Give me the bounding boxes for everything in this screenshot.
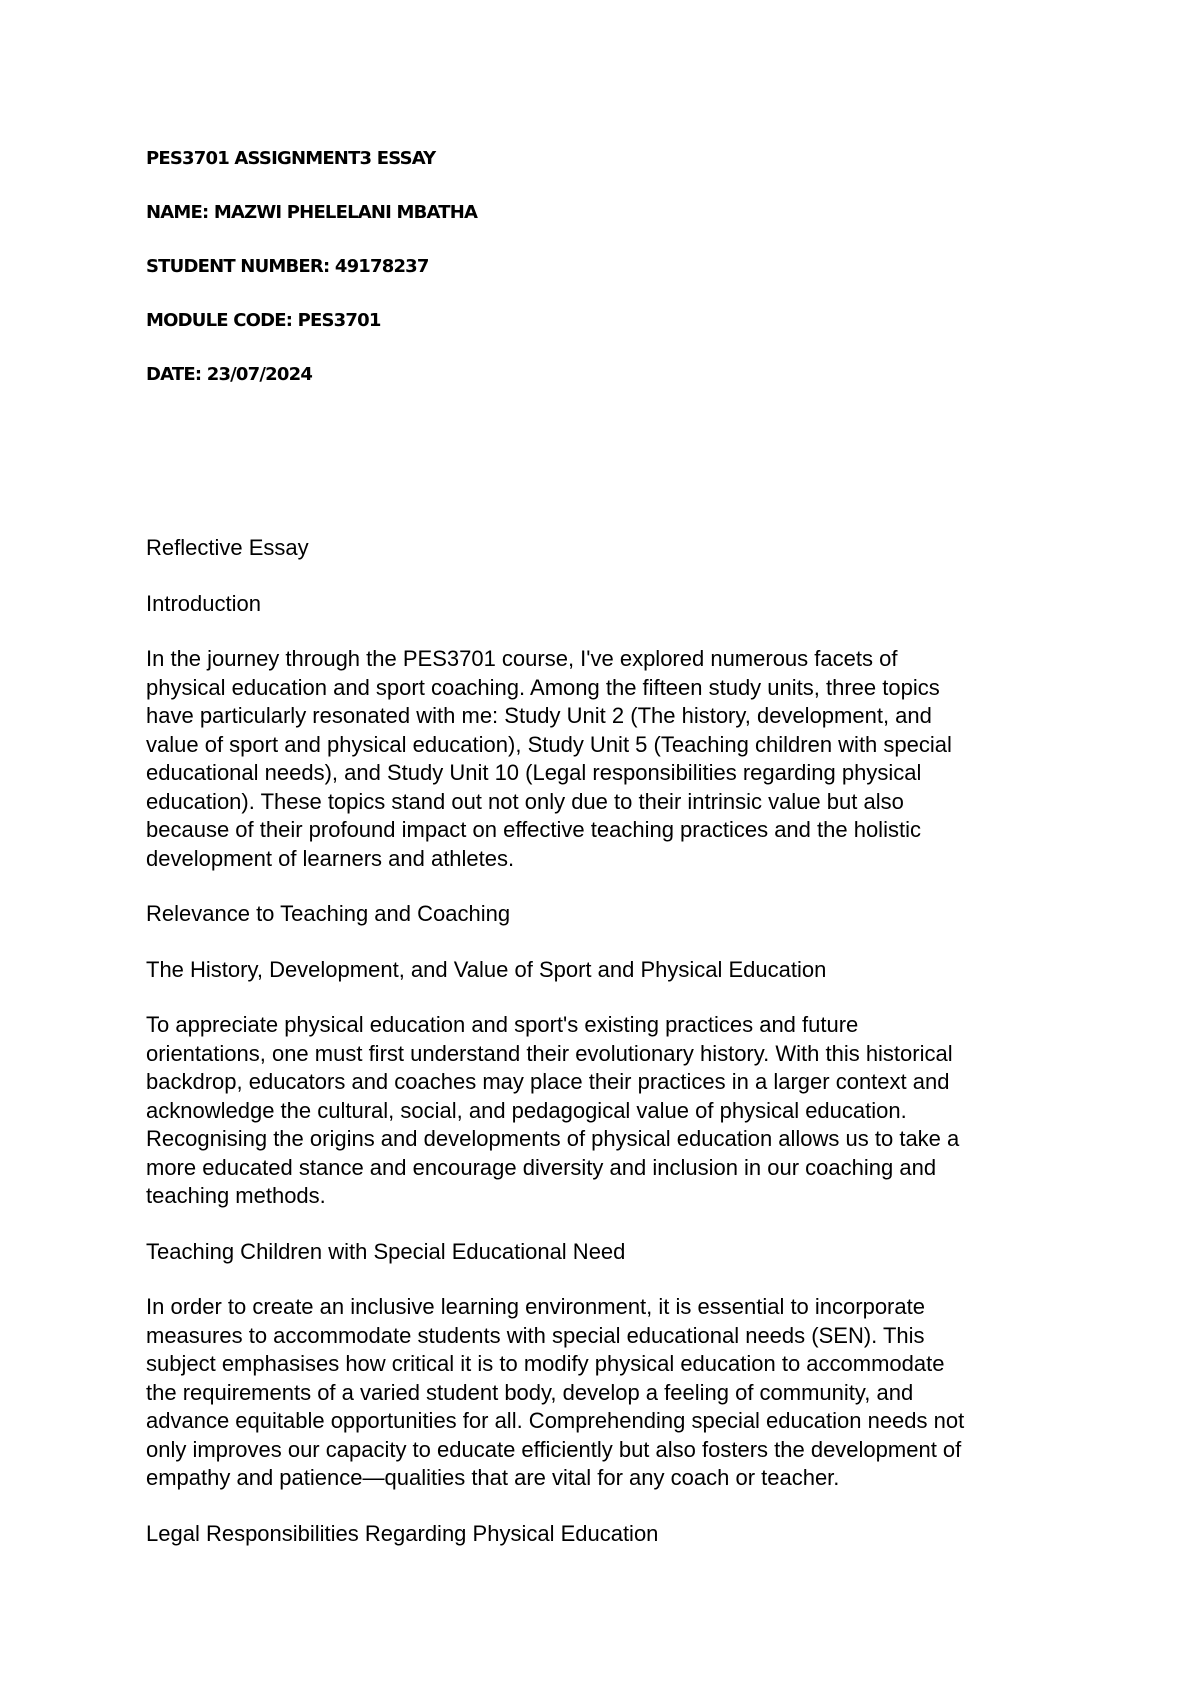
paragraph-line: empathy and patience—qualities that are vital for any coach or teacher.: [146, 1465, 840, 1490]
sen-paragraph: [146, 1293, 1066, 1493]
paragraph-line: because of their profound impact on effective teaching practices and the holistic: [146, 817, 921, 842]
paragraph-line: development of learners and athletes.: [146, 845, 515, 871]
paragraph-line: orientations, one must first understand their evolutionary history. With this historical: [146, 1040, 953, 1066]
assignment-title: PES3701 ASSIGNMENT3 ESSAY: [146, 148, 436, 169]
paragraph-line: In the journey through the PES3701 course, I've explored numerous facets of: [146, 646, 898, 671]
cover-details: [146, 146, 1046, 416]
submission-date: DATE: 23/07/2024: [146, 364, 313, 385]
paragraph-line: subject emphasises how critical it is to modify physical education to accommodate: [146, 1351, 945, 1376]
paragraph-line: value of sport and physical education), Study Unit 5 (Teaching children with special: [146, 731, 952, 757]
paragraph-line: backdrop, educators and coaches may place their practices in a larger context and: [146, 1069, 950, 1094]
introduction-paragraph: [146, 645, 1066, 873]
paragraph-line: education). These topics stand out not only due to their intrinsic value but also: [146, 788, 904, 814]
paragraph-line: acknowledge the cultural, social, and pedagogical value of physical education.: [146, 1097, 907, 1123]
paragraph-line: have particularly resonated with me: Study Unit 2 (The history, development, and: [146, 703, 932, 728]
module-code: MODULE CODE: PES3701: [146, 310, 381, 331]
paragraph-line: Recognising the origins and developments of physical education allows us to take a: [146, 1126, 960, 1151]
student-number: STUDENT NUMBER: 49178237: [146, 256, 429, 277]
history-paragraph: [146, 1011, 1066, 1211]
sen-heading: Teaching Children with Special Educational Need: [146, 1238, 626, 1264]
paragraph-line: only improves our capacity to educate efficiently but also fosters the development of: [146, 1436, 962, 1462]
paragraph-line: In order to create an inclusive learning environment, it is essential to incorporate: [146, 1294, 925, 1319]
student-name: NAME: MAZWI PHELELANI MBATHA: [146, 202, 478, 223]
history-heading: The History, Development, and Value of Sport and Physical Education: [146, 956, 827, 982]
relevance-heading: Relevance to Teaching and Coaching: [146, 901, 511, 926]
paragraph-line: To appreciate physical education and sport's existing practices and future: [146, 1012, 859, 1037]
paragraph-line: physical education and sport coaching. Among the fifteen study units, three topics: [146, 674, 940, 700]
introduction-heading: Introduction: [146, 590, 261, 616]
legal-heading: Legal Responsibilities Regarding Physical Education: [146, 1520, 659, 1546]
paragraph-line: measures to accommodate students with special educational needs (SEN). This: [146, 1322, 925, 1348]
paragraph-line: advance equitable opportunities for all. Comprehending special education needs not: [146, 1408, 965, 1433]
paragraph-line: the requirements of a varied student body, develop a feeling of community, and: [146, 1379, 914, 1405]
paragraph-line: teaching methods.: [146, 1183, 326, 1208]
essay-body: [146, 534, 1066, 1575]
paragraph-line: educational needs), and Study Unit 10 (Legal responsibilities regarding physical: [146, 760, 922, 785]
paragraph-line: more educated stance and encourage diversity and inclusion in our coaching and: [146, 1154, 937, 1180]
essay-title: Reflective Essay: [146, 535, 309, 560]
